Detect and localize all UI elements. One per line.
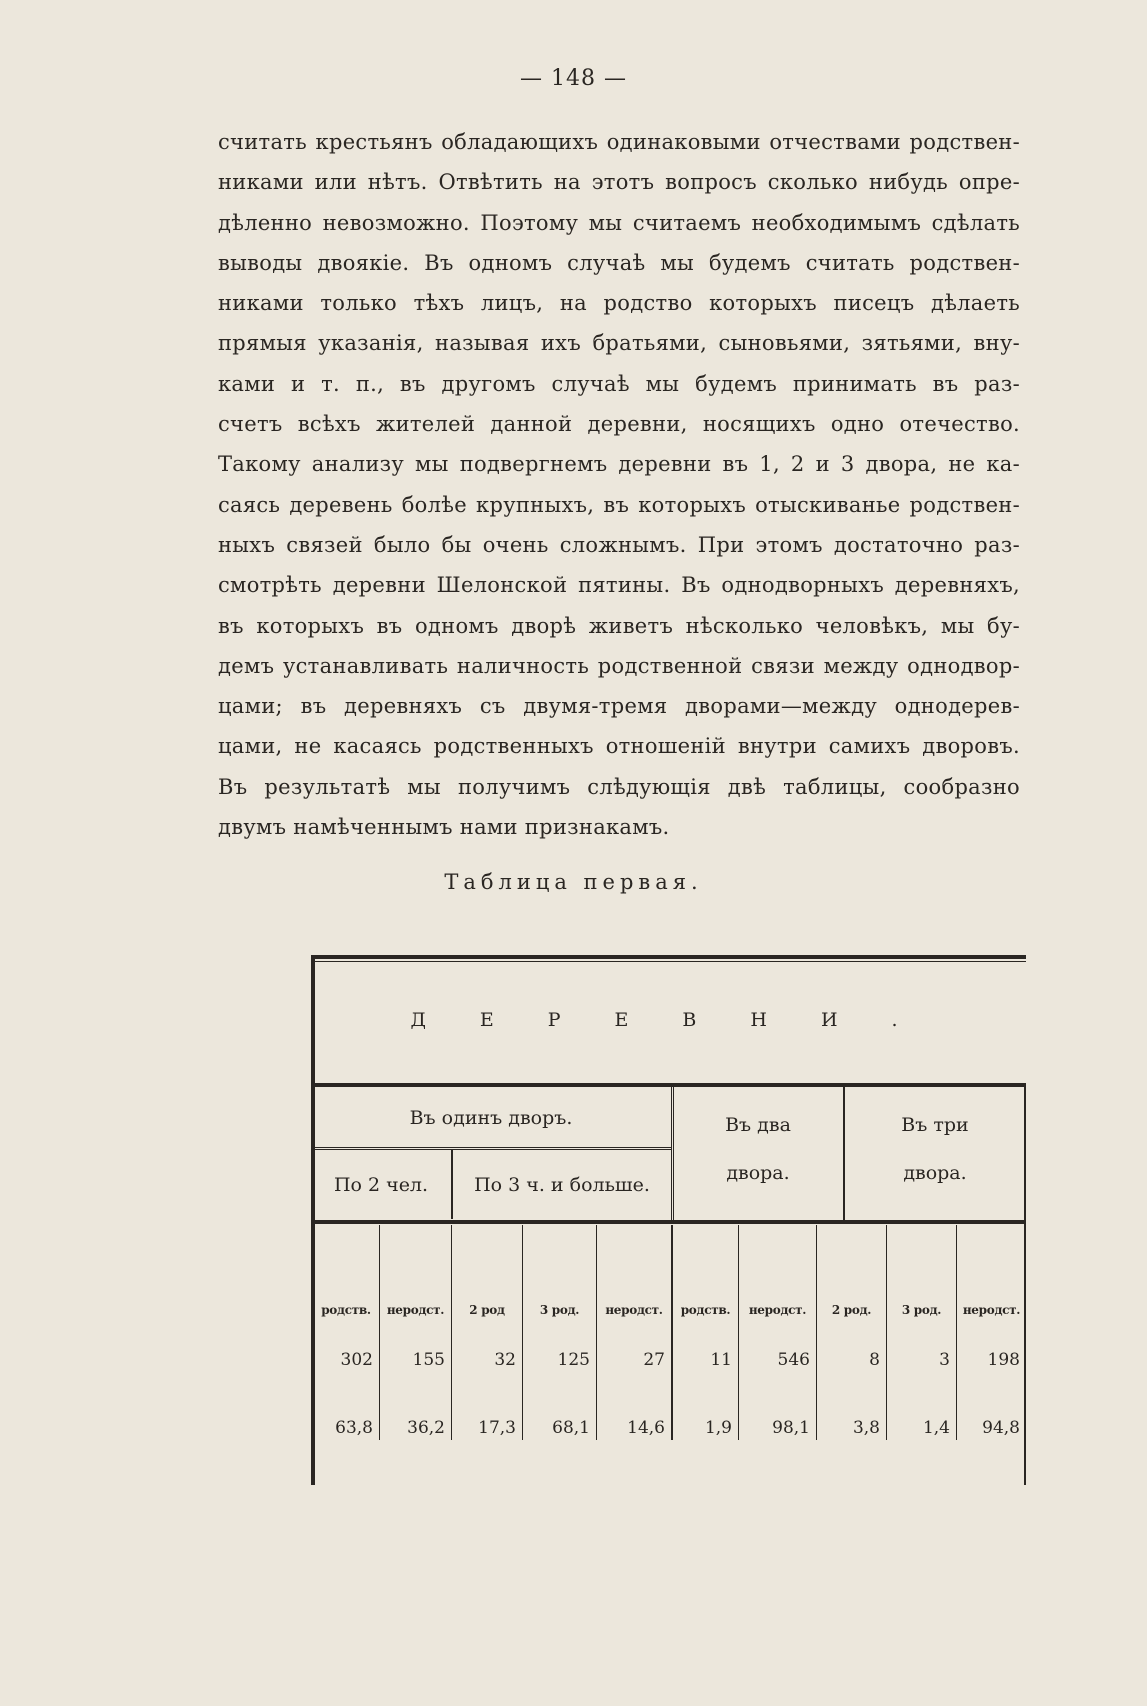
header-main-text: ДЕРЕВНИ. <box>410 1009 952 1031</box>
percent-cell: 63,8 <box>335 1418 373 1438</box>
table-rule <box>816 1225 817 1440</box>
percent-cell: 68,1 <box>552 1418 590 1438</box>
text-line: ныхъ связей было бы очень сложнымъ. При этомъ достаточно раз- <box>218 532 1020 557</box>
table-rule <box>311 1083 1026 1087</box>
group-two-yards-l2: двора. <box>726 1162 790 1184</box>
col-label: 3 род. <box>539 1303 580 1317</box>
col-label: 2 род. <box>831 1303 872 1317</box>
percent-cell: 14,6 <box>627 1418 665 1438</box>
count-cell: 546 <box>777 1350 810 1370</box>
count-cell: 3 <box>939 1350 950 1370</box>
text-line: демъ устанавливать наличность родственной связи между однодвор- <box>218 653 1020 678</box>
header-main <box>331 995 1031 1045</box>
count-cell: 125 <box>557 1350 590 1370</box>
table-rule <box>311 961 1026 962</box>
count-cell: 302 <box>340 1350 373 1370</box>
percent-cell: 94,8 <box>982 1418 1020 1438</box>
group-two-yards-l1: Въ два <box>725 1114 791 1136</box>
text-line: цами; въ деревняхъ съ двумя-тремя дворами—между однодерев- <box>218 694 1020 719</box>
table-rule <box>311 1147 671 1150</box>
text-line: Въ результатѣ мы получимъ слѣдующія двѣ таблицы, сообразно <box>218 774 1020 799</box>
table-rule <box>311 1220 1026 1224</box>
table-rule <box>596 1225 597 1440</box>
table-title: Таблица первая. <box>444 870 703 894</box>
percent-cell: 1,9 <box>704 1418 732 1438</box>
group-three-yards-l2: двора. <box>903 1162 967 1184</box>
text-line: прямыя указанія, называя ихъ братьями, сыновьями, зятьями, вну- <box>218 331 1020 356</box>
text-line: никами только тѣхъ лицъ, на родство которыхъ писецъ дѣлаеть <box>218 291 1020 316</box>
count-cell: 11 <box>710 1350 732 1370</box>
count-cell: 27 <box>643 1350 665 1370</box>
table-rule <box>311 955 1026 959</box>
body-paragraph <box>218 122 1020 847</box>
col-label: 2 род <box>469 1303 505 1317</box>
col-label: 3 род. <box>901 1303 942 1317</box>
percent-cell: 98,1 <box>772 1418 810 1438</box>
table-rule <box>956 1225 957 1440</box>
col-label: неродст. <box>748 1303 807 1317</box>
col-label: родств. <box>680 1303 731 1317</box>
col-label: неродст. <box>386 1303 445 1317</box>
percent-cell: 1,4 <box>922 1418 950 1438</box>
text-line: считать крестьянъ обладающихъ одинаковыми отчествами родствен- <box>218 130 1020 154</box>
group-one-yard: Въ одинъ дворъ. <box>409 1107 573 1129</box>
table-rule <box>671 1225 673 1440</box>
table-rule <box>311 955 315 1485</box>
col-label: родств. <box>321 1303 371 1317</box>
count-cell: 155 <box>412 1350 445 1370</box>
text-line: цами, не касаясь родственныхъ отношеній внутри самихъ дворовъ. <box>218 734 1020 759</box>
text-line: въ которыхъ въ одномъ дворѣ живетъ нѣсколько человѣкъ, мы бу- <box>218 613 1020 638</box>
text-line: смотрѣть деревни Шелонской пятины. Въ однодворныхъ деревняхъ, <box>218 573 1020 598</box>
count-cell: 198 <box>987 1350 1020 1370</box>
table-rule <box>738 1225 739 1440</box>
col-label: неродст. <box>605 1303 663 1317</box>
text-line: ками и т. п., въ другомъ случаѣ мы будемъ принимать въ раз- <box>218 371 1020 396</box>
percent-cell: 17,3 <box>478 1418 516 1438</box>
percent-cell: 36,2 <box>407 1418 445 1438</box>
count-cell: 8 <box>869 1350 880 1370</box>
text-line: двумъ намѣченнымъ нами признакамъ. <box>218 815 670 840</box>
count-cell: 32 <box>494 1350 516 1370</box>
text-line: саясь деревень болѣе крупныхъ, въ которыхъ отыскиванье родствен- <box>218 492 1020 517</box>
percent-cell: 3,8 <box>852 1418 880 1438</box>
text-line: счетъ всѣхъ жителей данной деревни, носящихъ одно отечество. <box>218 412 1020 437</box>
data-table <box>311 955 1026 1485</box>
col-label: неродст. <box>962 1303 1021 1317</box>
table-rule <box>451 1225 452 1440</box>
table-rule <box>886 1225 887 1440</box>
table-rule <box>522 1225 523 1440</box>
sub-two-persons: По 2 чел. <box>333 1174 429 1196</box>
text-line: Такому анализу мы подвергнемъ деревни въ 1, 2 и 3 двора, не ка- <box>218 452 1020 477</box>
sub-three-persons: По 3 ч. и больше. <box>474 1174 650 1196</box>
page-number: — 148 — <box>520 66 627 91</box>
group-three-yards-l1: Въ три <box>901 1114 969 1136</box>
table-rule <box>379 1225 380 1440</box>
text-line: дѣленно невозможно. Поэтому мы считаемъ необходимымъ сдѣлать <box>218 210 1020 235</box>
text-line: никами или нѣтъ. Отвѣтить на этотъ вопросъ сколько нибудь опре- <box>218 170 1020 195</box>
text-line: выводы двоякіе. Въ одномъ случаѣ мы будемъ считать родствен- <box>218 250 1020 275</box>
